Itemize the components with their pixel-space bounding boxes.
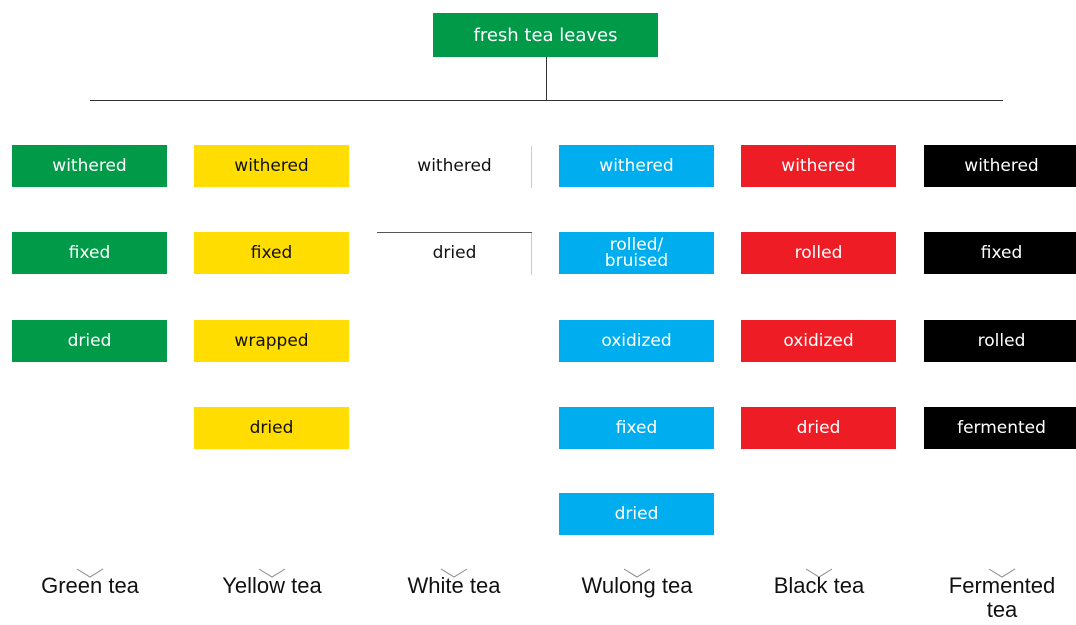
tea-type-label: Green tea bbox=[41, 573, 139, 598]
step-box-green-tea-2: fixed bbox=[12, 232, 167, 274]
step-box-white-tea-2: dried bbox=[432, 243, 477, 263]
step-box-yellow-tea-3: wrapped bbox=[194, 320, 349, 362]
step-box-wulong-tea-4: fixed bbox=[559, 407, 714, 449]
step-box-green-tea-3: dried bbox=[12, 320, 167, 362]
step-box-black-tea-2: rolled bbox=[741, 232, 896, 274]
chevron-down-icon bbox=[258, 568, 286, 578]
step-box-black-tea-3: oxidized bbox=[741, 320, 896, 362]
chevron-down-icon bbox=[805, 568, 833, 578]
step-box-yellow-tea-2: fixed bbox=[194, 232, 349, 274]
step-box-fermented-tea-3: rolled bbox=[924, 320, 1076, 362]
root-node-fresh-tea-leaves: fresh tea leaves bbox=[433, 13, 658, 57]
step-box-white-tea-1: withered bbox=[417, 156, 492, 176]
tea-type-label: Fermented tea bbox=[948, 573, 1056, 622]
step-box-yellow-tea-1: withered bbox=[194, 145, 349, 187]
step-box-black-tea-1: withered bbox=[741, 145, 896, 187]
step-box-wulong-tea-2: rolled/ bruised bbox=[559, 232, 714, 274]
connector-vertical bbox=[546, 57, 547, 101]
chevron-down-icon bbox=[440, 568, 468, 578]
step-box-fermented-tea-1: withered bbox=[924, 145, 1076, 187]
step-box-wulong-tea-3: oxidized bbox=[559, 320, 714, 362]
connector-horizontal bbox=[90, 100, 1003, 101]
chevron-down-icon bbox=[623, 568, 651, 578]
step-box-yellow-tea-4: dried bbox=[194, 407, 349, 449]
step-box-fermented-tea-4: fermented bbox=[924, 407, 1076, 449]
step-box-fermented-tea-2: fixed bbox=[924, 232, 1076, 274]
tea-type-label: Black tea bbox=[773, 573, 865, 598]
tea-type-label: Yellow tea bbox=[222, 573, 322, 598]
chevron-down-icon bbox=[76, 568, 104, 578]
step-box-wulong-tea-1: withered bbox=[559, 145, 714, 187]
tea-type-label: Wulong tea bbox=[581, 573, 693, 598]
step-box-wulong-tea-5: dried bbox=[559, 493, 714, 535]
step-box-green-tea-1: withered bbox=[12, 145, 167, 187]
step-box-black-tea-4: dried bbox=[741, 407, 896, 449]
tea-type-label: White tea bbox=[407, 573, 501, 598]
chevron-down-icon bbox=[988, 568, 1016, 578]
